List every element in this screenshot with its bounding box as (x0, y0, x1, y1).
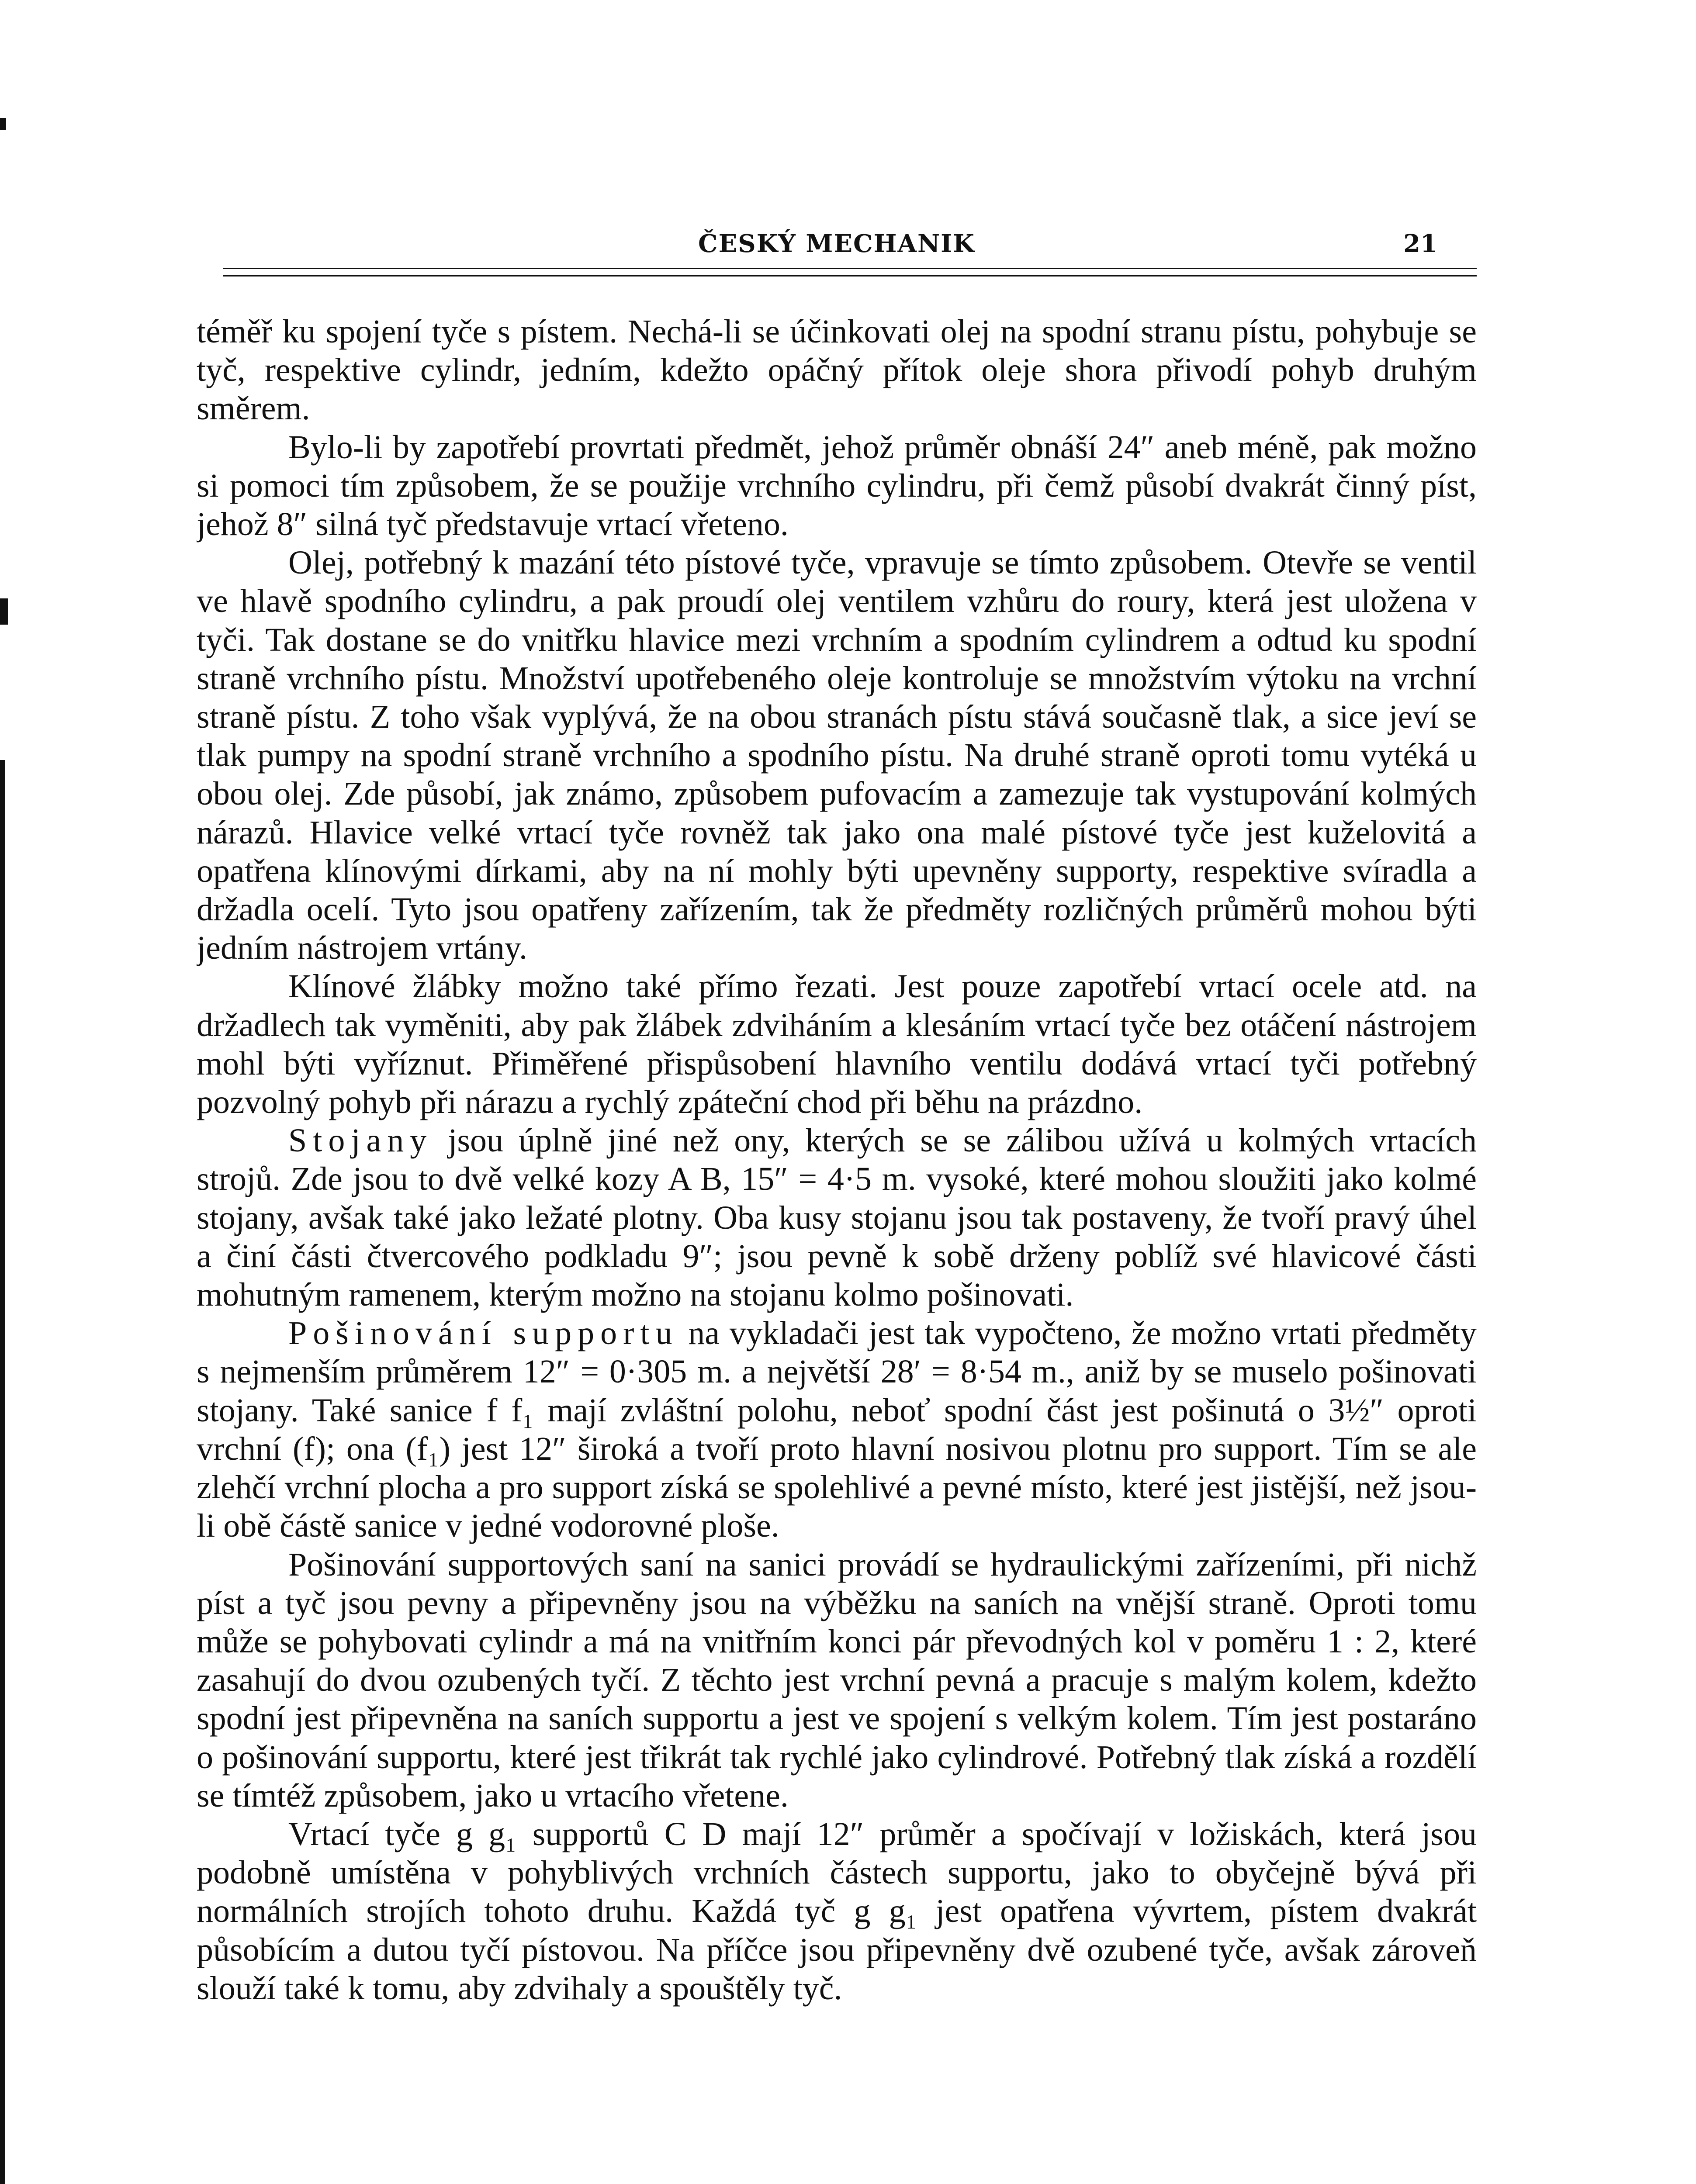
paragraph-text: Bylo-li by zapotřebí provrtati předmět, jehož průměr obnáší 24″ aneb méně, pak možno si pomoci tím způsobem, že se použije vrchního cylindru, při čemž působí dvakrát činný píst, jehož 8″ silná tyč představuje vrtací vřeteno. (197, 429, 1477, 543)
edge-shadow (0, 760, 5, 2184)
paragraph (197, 1545, 1477, 1815)
header-double-rule (223, 268, 1477, 276)
paragraph-text: na vykladači jest tak vypočteno, že možno vrtati předměty s nejmenším průměrem 12″ = 0·305 m. a největší 28′ = 8·54 m., aniž by se muselo pošinovati stojany. Také sanice f f₁ mají zvláštní polohu, neboť spodní část jest pošinutá o 3½″ oproti vrchní (f); ona (f₁) jest 12″ široká a tvoří proto hlavní nosivou plotnu pro support. Tím se ale zlehčí vrchní plocha a pro support získá se spolehlivé a pevné místo, které jest jistější, než jsou-li obě částě sanice v jedné vodorovné ploše. (197, 1315, 1477, 1545)
running-title: ČESKÝ MECHANIK (698, 229, 975, 258)
paragraph (197, 1314, 1477, 1545)
binding-edge (0, 0, 10, 2184)
paragraph-text: Vrtací tyče g g₁ supportů C D mají 12″ průměr a spočívají v ložiskách, která jsou podobně umístěna v pohyblivých vrchních částech supportu, jako to obyčejně bývá při normálních strojích tohoto druhu. Každá tyč g g₁ jest opatřena vývrtem, pístem dvakrát působícím a dutou tyčí pístovou. Na příčce jsou připevněny dvě ozubené tyče, avšak zároveň slouží také k tomu, aby zdvihaly a spouštěly tyč. (197, 1815, 1477, 2007)
paragraph (197, 1815, 1477, 2008)
paragraph (197, 428, 1477, 544)
paragraph-text: Olej, potřebný k mazání této pístové tyče, vpravuje se tímto způsobem. Otevře se ventil ve hlavě spodního cylindru, a pak proudí olej ventilem vzhůru do roury, která jest uložena v tyči. Tak dostane se do vnitřku hlavice mezi vrchním a spodním cylindrem a odtud ku spodní straně vrchního pístu. Množství upotřebeného oleje kontroluje se množstvím výtoku na vrchní straně pístu. Z toho však vyplývá, že na obou stranách pístu stává současně tlak, a sice jeví se tlak pumpy na spodní straně vrchního a spodního pístu. Na druhé straně oproti tomu vytéká u obou olej. Zde působí, jak známo, způsobem pufovacím a zamezuje tak vystupování kolmých nárazů. Hlavice velké vrtací tyče rovněž tak jako ona malé pístové tyče jest kuželovitá a opatřena klínovými dírkami, aby na ní mohly býti upevněny supporty, respektive svíradla a držadla ocelí. Tyto jsou opatřeny zařízením, tak že předměty rozličných průměrů mohou býti jedním nástrojem vrtány. (197, 544, 1477, 967)
article-body (197, 312, 1477, 2184)
paragraph-lead: Stojany (288, 1122, 433, 1159)
paragraph (197, 312, 1477, 428)
paragraph (197, 1121, 1477, 1314)
edge-mark (0, 118, 6, 130)
edge-mark (0, 598, 8, 625)
paragraph-text: Klínové žlábky možno také přímo řezati. Jest pouze zapotřebí vrtací ocele atd. na držadlech tak vyměniti, aby pak žlábek zdviháním a klesáním vrtací tyče bez otáčení nástrojem mohl býti vyříznut. Přiměřené přispůsobení hlavního ventilu dodává vrtací tyči potřebný pozvolný pohyb při nárazu a rychlý zpáteční chod při běhu na prázdno. (197, 968, 1477, 1121)
paragraph (197, 967, 1477, 1121)
paragraph-lead: Pošinování supportu (288, 1315, 678, 1352)
paragraph-text: téměř ku spojení tyče s pístem. Nechá-li se účinkovati olej na spodní stranu pístu, pohybuje se tyč, respektive cylindr, jedním, kdežto opáčný přítok oleje shora přivodí pohyb druhým směrem. (197, 313, 1477, 427)
paragraph-text: jsou úplně jiné než ony, kterých se se zálibou užívá u kolmých vrtacích strojů. Zde jsou to dvě velké kozy A B, 15″ = 4·5 m. vysoké, které mohou sloužiti jako kolmé stojany, avšak také jako ležaté plotny. Oba kusy stojanu jsou tak postaveny, že tvoří pravý úhel a činí části čtvercového podkladu 9″; jsou pevně k sobě drženy poblíž své hlavicové části mohutným ramenem, kterým možno na stojanu kolmo pošinovati. (197, 1122, 1477, 1313)
page-number: 21 (1403, 229, 1437, 258)
page-header (197, 229, 1477, 269)
paragraph (197, 543, 1477, 967)
paragraph-text: Pošinování supportových saní na sanici provádí se hydraulickými zařízeními, při nichž píst a tyč jsou pevny a připevněny jsou na výběžku na saních na vnější straně. Oproti tomu může se pohybovati cylindr a má na vnitřním konci pár převodných kol v poměru 1 : 2, které zasahují do dvou ozubených tyčí. Z těchto jest vrchní pevná a pracuje s malým kolem, kdežto spodní jest připevněna na saních supportu a jest ve spojení s velkým kolem. Tím jest postaráno o pošinování supportu, které jest třikrát tak rychlé jako cylindrové. Potřebný tlak získá a rozdělí se tímtéž způsobem, jako u vrtacího vřetene. (197, 1546, 1477, 1814)
